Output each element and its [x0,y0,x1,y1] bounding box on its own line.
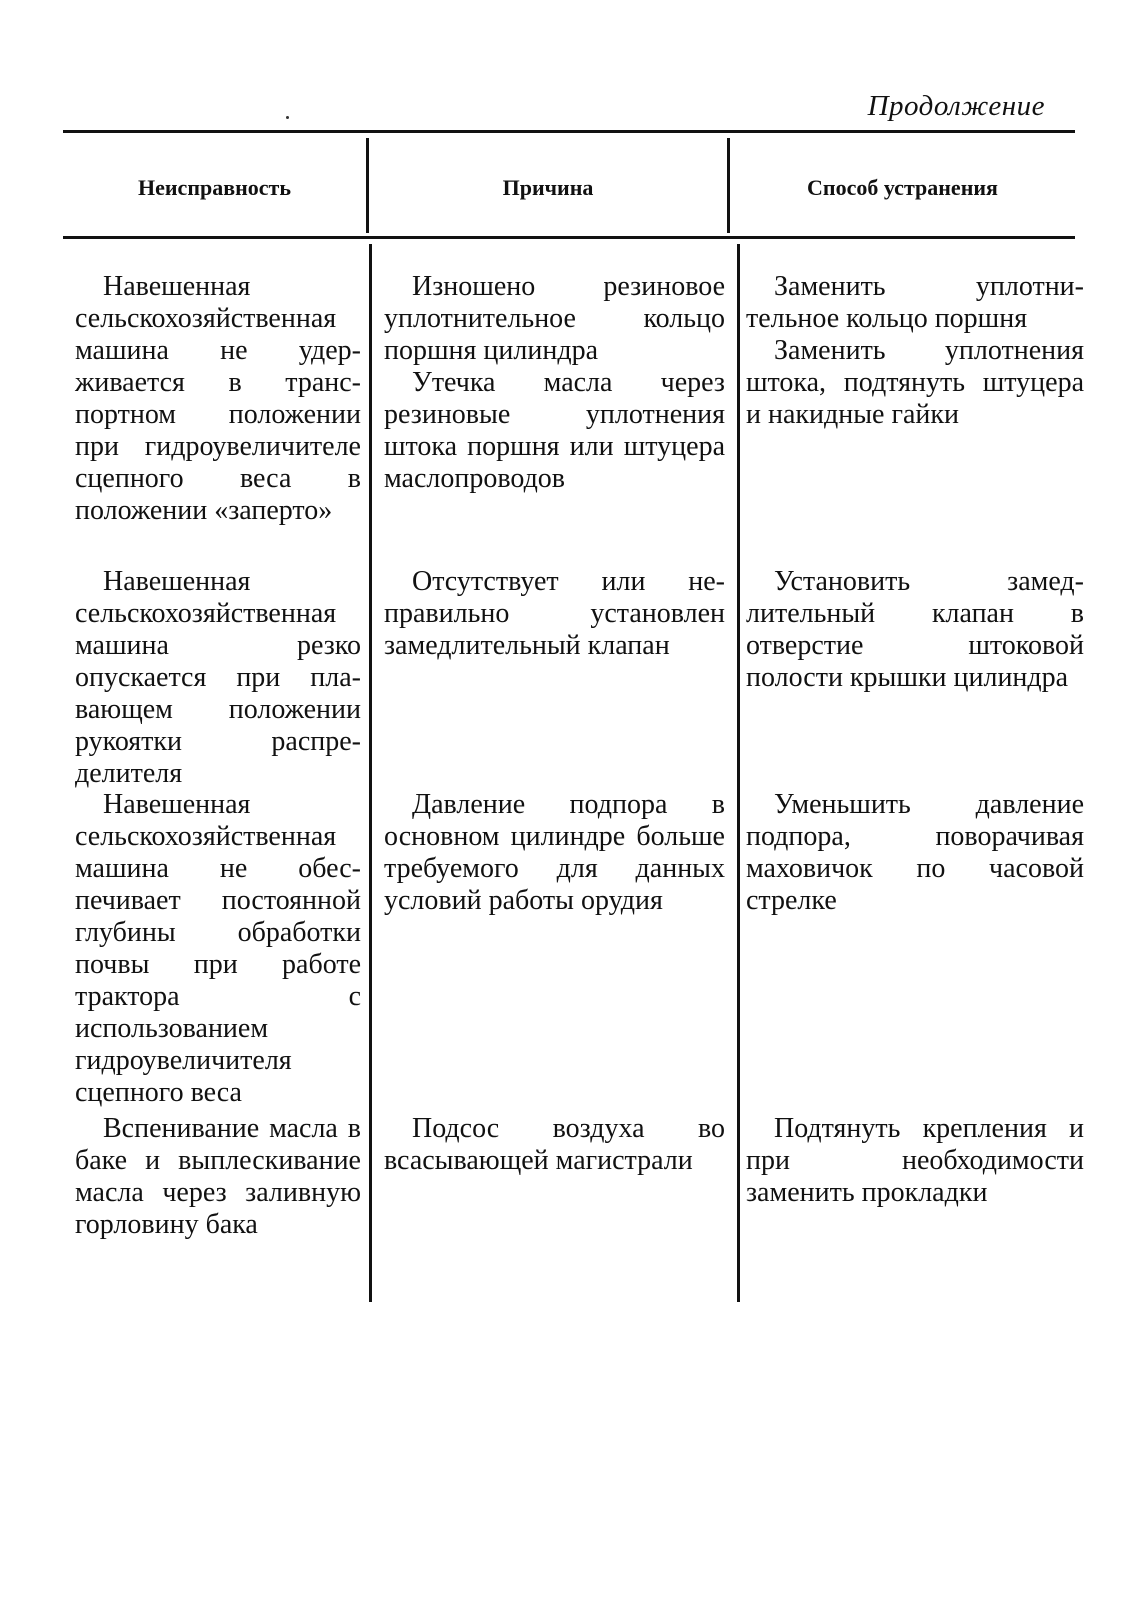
row-2-remedy: Установить замедлительный клапан в отверстие штоковой полости крышки цилиндра [746,566,1084,693]
row-2-cause: Отсутствует или неправильно установлен замедлительный клапан [384,566,725,661]
table-cell-fault [75,1113,361,1241]
table-cell-cause [384,271,725,495]
row-2-fault: Навешенная сельскохозяйственная машина резко опускается при плавающем положении рукоятки распределителя [75,566,361,789]
stray-dot [286,116,289,119]
table-cell-fault [75,566,361,790]
row-4-fault: Вспенивание масла в баке и выплескивание масла через заливную горловину бака [75,1113,361,1240]
column-header-fault: Неисправность [138,175,291,200]
row-4-cause: Подсос воздуха во всасывающей магистрали [384,1113,725,1176]
table-cell-cause [384,789,725,917]
column-header-cause: Причина [502,175,594,200]
row-1-cause-2: Утечка масла через резиновые уплотнения штока поршня или штуцера маслопроводов [384,367,725,494]
header-bottom-rule [63,236,1075,239]
row-3-remedy: Уменьшить давление подпора, поворачивая маховичок по часовой стрелке [746,789,1084,916]
table-cell-remedy [746,1113,1084,1209]
body-divider-2 [737,244,740,1302]
continuation-label: Продолжение [867,90,1045,122]
row-1-remedy-1: Заменить уплотнительное кольцо поршня [746,271,1084,334]
body-divider-1 [369,244,372,1302]
column-header-remedy: Способ устранения [807,175,998,200]
table-cell-fault [75,271,361,527]
table-cell-cause [384,566,725,662]
table-cell-cause [384,1113,725,1177]
row-3-fault: Навешенная сельскохозяйственная машина не обеспечивает постоянной глубины обработки почвы при работе трактора с использованием гидроувеличителя сцепного веса [75,789,361,1108]
row-1-cause-1: Изношено резиновое уплотнительное кольцо поршня цилиндра [384,271,725,366]
table-cell-fault [75,789,361,1109]
row-1-fault: Навешенная сельскохозяйственная машина не удерживается в транспортном положении при гидроувеличителе сцепного веса в положении «заперто» [75,271,361,526]
row-3-cause: Давление подпора в основном цилиндре больше требуемого для данных условий работы орудия [384,789,725,916]
table-top-rule [63,130,1075,133]
table-cell-remedy [746,271,1084,431]
row-1-remedy-2: Заменить уплотнения штока, подтянуть штуцера и накидные гайки [746,335,1084,430]
table-cell-remedy [746,566,1084,694]
row-4-remedy: Подтянуть крепления и при необходимости заменить прокладки [746,1113,1084,1208]
table-cell-remedy [746,789,1084,917]
